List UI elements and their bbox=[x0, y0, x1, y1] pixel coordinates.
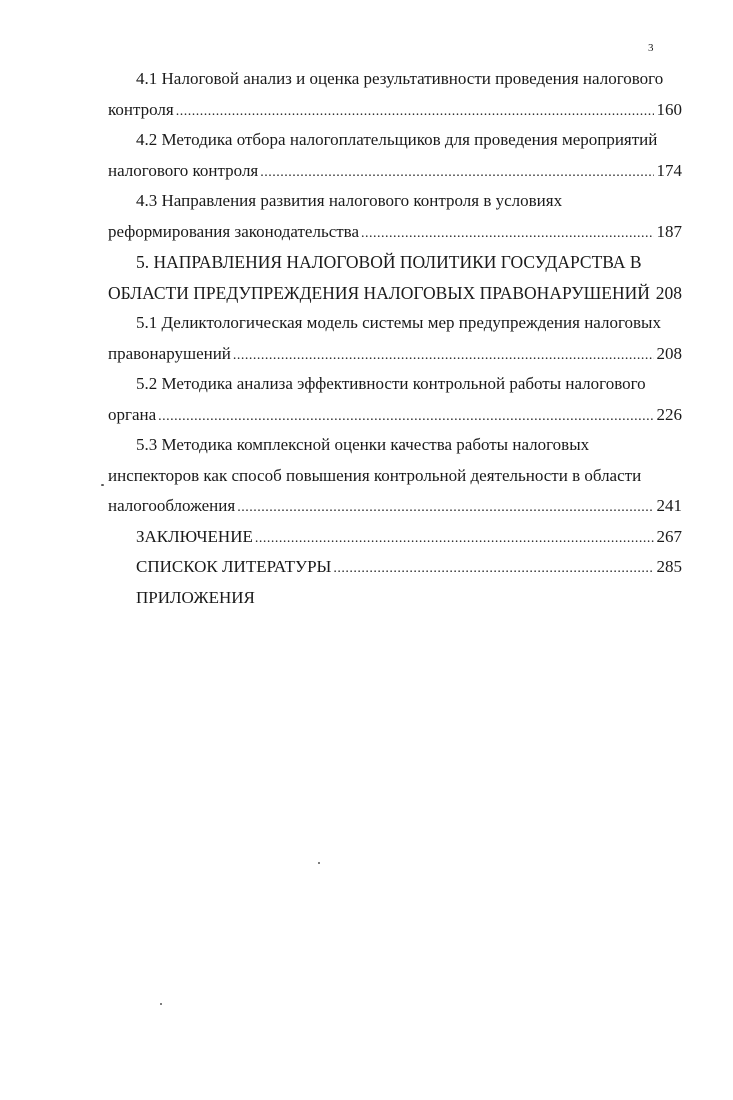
dot-leader bbox=[158, 402, 653, 431]
dot-leader bbox=[237, 493, 653, 522]
toc-entry-appendices: ПРИЛОЖЕНИЯ bbox=[136, 587, 255, 607]
toc-entry-4-3-label-end: реформирования законодательства bbox=[108, 217, 360, 248]
toc-entry-5-3-line1: 5.3 Методика комплексной оценки качества работы налоговых bbox=[136, 435, 590, 454]
toc-entry-4-1-line2 bbox=[108, 95, 682, 126]
dot-leader bbox=[260, 158, 653, 187]
toc-entry-4-3-line1: 4.3 Направления развития налогового контроля в условиях bbox=[136, 191, 563, 210]
toc-entry-references bbox=[108, 552, 682, 583]
scan-speck bbox=[160, 1003, 162, 1005]
scan-speck bbox=[318, 862, 320, 864]
table-of-contents bbox=[108, 64, 682, 613]
toc-entry-5-1-line2 bbox=[108, 339, 682, 370]
toc-entry-5-3-label-end: налогообложения bbox=[108, 491, 236, 522]
dot-leader bbox=[255, 524, 654, 553]
dot-leader bbox=[233, 341, 654, 370]
toc-conclusion-label: ЗАКЛЮЧЕНИЕ bbox=[136, 522, 254, 553]
scan-speck bbox=[101, 484, 104, 486]
toc-entry-5-3-line3 bbox=[108, 491, 682, 522]
toc-entry-4-2-label-end: налогового контроля bbox=[108, 156, 259, 187]
toc-entry-4-3-page: 187 bbox=[656, 221, 682, 241]
page-number: 3 bbox=[648, 42, 654, 54]
dot-leader bbox=[333, 554, 653, 583]
toc-entry-5-1-page: 208 bbox=[656, 343, 682, 363]
toc-references-label: СПИСКОК ЛИТЕРАТУРЫ bbox=[136, 552, 332, 583]
toc-chapter-5-label-end: ОБЛАСТИ ПРЕДУПРЕЖДЕНИЯ НАЛОГОВЫХ ПРАВОНАРУШЕНИЙ bbox=[108, 278, 651, 309]
toc-entry-5-1-label-end: правонарушений bbox=[108, 339, 232, 370]
toc-chapter-5-page: 208 bbox=[655, 282, 682, 303]
dot-leader bbox=[361, 219, 653, 248]
toc-entry-4-2-line2 bbox=[108, 156, 682, 187]
toc-references-page: 285 bbox=[656, 557, 682, 576]
toc-chapter-5-line2 bbox=[108, 278, 682, 309]
toc-entry-conclusion bbox=[108, 522, 682, 553]
toc-entry-5-2-line1: 5.2 Методика анализа эффективности контрольной работы налогового bbox=[136, 374, 646, 393]
toc-entry-5-3-page: 241 bbox=[656, 496, 682, 515]
toc-entry-5-2-label-end: органа bbox=[108, 400, 157, 431]
toc-entry-4-1-label-end: контроля bbox=[108, 95, 175, 126]
toc-entry-4-1-page: 160 bbox=[656, 99, 682, 119]
dot-leader bbox=[176, 97, 654, 126]
toc-entry-4-2-line1: 4.2 Методика отбора налогоплательщиков для проведения мероприятий bbox=[136, 130, 658, 149]
toc-entry-5-2-page: 226 bbox=[656, 404, 682, 424]
toc-entry-5-2-line2 bbox=[108, 400, 682, 431]
toc-entry-5-1-line1: 5.1 Деликтологическая модель системы мер предупреждения налоговых bbox=[136, 313, 661, 332]
toc-entry-4-1-line1: 4.1 Налоговой анализ и оценка результативности проведения налогового bbox=[136, 69, 664, 88]
toc-conclusion-page: 267 bbox=[656, 526, 682, 546]
toc-entry-4-3-line2 bbox=[108, 217, 682, 248]
toc-entry-5-3-line2: инспекторов как способ повышения контрольной деятельности в области bbox=[108, 465, 642, 485]
toc-entry-4-2-page: 174 bbox=[656, 160, 682, 180]
toc-chapter-5-line1: 5. НАПРАВЛЕНИЯ НАЛОГОВОЙ ПОЛИТИКИ ГОСУДАРСТВА В bbox=[136, 252, 642, 272]
